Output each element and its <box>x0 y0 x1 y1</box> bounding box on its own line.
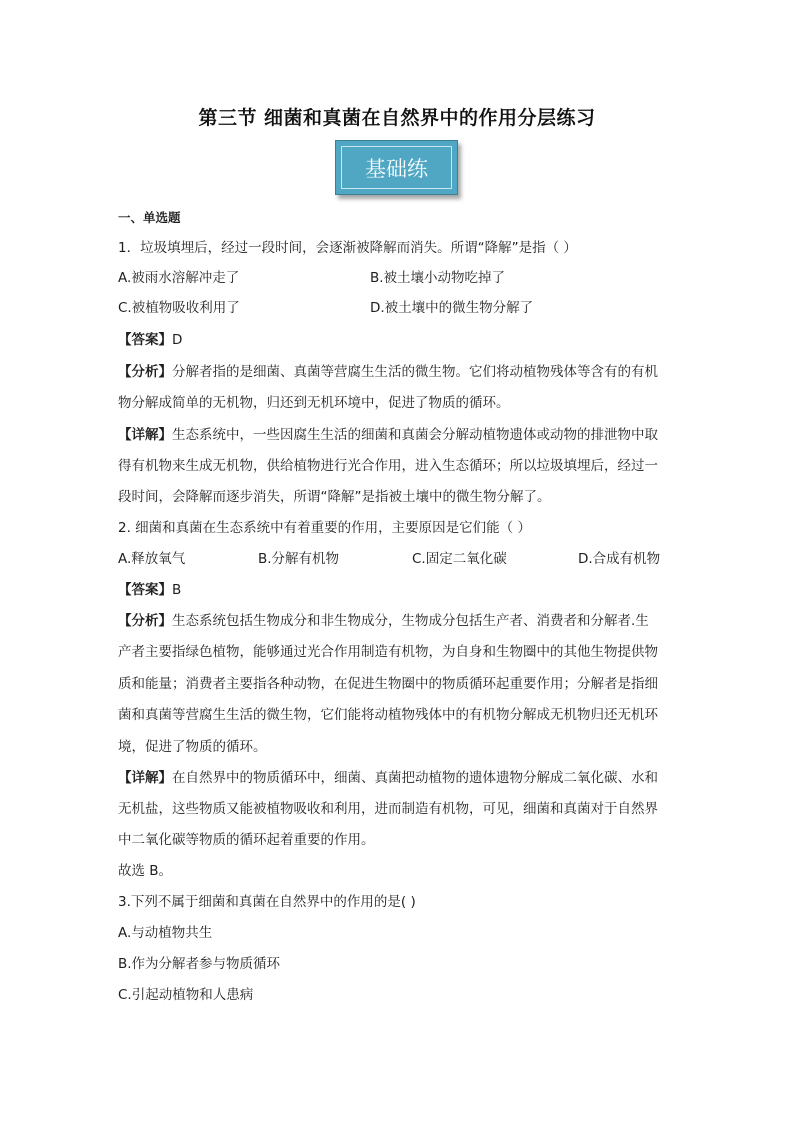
q2-detail-line-1 <box>118 768 658 788</box>
q3-option-b: B.作为分解者参与物质循环 <box>118 956 281 972</box>
q1-answer-value: D <box>172 332 183 348</box>
q1-option-d: D.被土壤中的微生物分解了 <box>370 300 534 316</box>
detail-tag: 【详解】 <box>118 770 172 786</box>
q2-detail-line-3: 中二氧化碳等物质的循环起着重要的作用。 <box>118 832 375 848</box>
q2-answer <box>118 580 181 600</box>
analysis-tag: 【分析】 <box>118 613 172 629</box>
q2-analysis-line-1 <box>118 611 649 631</box>
level-badge-label: 基础练 <box>341 146 452 189</box>
q1-detail-line-3: 段时间，会降解而逐步消失，所谓“降解”是指被土壤中的微生物分解了。 <box>118 489 551 505</box>
q3-stem: 3.下列不属于细菌和真菌在自然界中的作用的是( ) <box>118 894 416 910</box>
q2-stem: 2. 细菌和真菌在生态系统中有着重要的作用，主要原因是它们能（ ） <box>118 520 531 536</box>
q2-option-b: B.分解有机物 <box>258 551 340 567</box>
q1-analysis-line-1 <box>118 362 658 382</box>
q2-detail-line-2: 无机盐，这些物质又能被植物吸收和利用，进而制造有机物，可见，细菌和真菌对于自然界 <box>118 801 658 817</box>
q2-option-c: C.固定二氧化碳 <box>412 551 507 567</box>
q1-detail-line-2: 得有机物来生成无机物，供给植物进行光合作用，进入生态循环；所以垃圾填埋后，经过一 <box>118 458 658 474</box>
q2-option-a: A.释放氧气 <box>118 551 186 567</box>
q2-detail-text-1: 在自然界中的物质循环中，细菌、真菌把动植物的遗体遗物分解成二氧化碳、水和 <box>172 770 658 786</box>
q1-detail-line-1 <box>118 425 658 445</box>
q2-analysis-line-5: 境，促进了物质的循环。 <box>118 739 267 755</box>
q1-detail-text-1: 生态系统中，一些因腐生生活的细菌和真菌会分解动植物遗体或动物的排泄物中取 <box>172 427 658 443</box>
q2-analysis-line-3: 质和能量；消费者主要指各种动物，在促进生物圈中的物质循环起重要作用；分解者是指细 <box>118 676 658 692</box>
q1-stem: 1．垃圾填埋后，经过一段时间，会逐渐被降解而消失。所谓“降解”是指（ ） <box>118 240 577 256</box>
q2-analysis-line-2: 产者主要指绿色植物，能够通过光合作用制造有机物，为自身和生物圈中的其他生物提供物 <box>118 644 658 660</box>
analysis-tag: 【分析】 <box>118 364 172 380</box>
q2-option-d: D.合成有机物 <box>578 551 661 567</box>
q1-answer <box>118 330 182 350</box>
detail-tag: 【详解】 <box>118 427 172 443</box>
q2-conclusion: 故选 B。 <box>118 863 173 879</box>
q1-analysis-text-1: 分解者指的是细菌、真菌等营腐生生活的微生物。它们将动植物残体等含有的有机 <box>172 364 658 380</box>
answer-tag: 【答案】 <box>118 582 172 598</box>
q1-option-c: C.被植物吸收利用了 <box>118 300 240 316</box>
q1-analysis-line-2: 物分解成简单的无机物，归还到无机环境中，促进了物质的循环。 <box>118 395 510 411</box>
level-badge <box>335 140 458 195</box>
q1-option-b: B.被土壤小动物吃掉了 <box>370 270 506 286</box>
answer-tag: 【答案】 <box>118 332 172 348</box>
section-heading: 一、单选题 <box>118 210 181 225</box>
q2-answer-value: B <box>172 582 182 598</box>
page-title: 第三节 细菌和真菌在自然界中的作用分层练习 <box>198 107 596 129</box>
q3-option-a: A.与动植物共生 <box>118 925 213 941</box>
q2-analysis-text-1: 生态系统包括生物成分和非生物成分，生物成分包括生产者、消费者和分解者.生 <box>172 613 649 629</box>
q1-option-a: A.被雨水溶解冲走了 <box>118 270 240 286</box>
q3-option-c: C.引起动植物和人患病 <box>118 987 254 1003</box>
q2-analysis-line-4: 菌和真菌等营腐生生活的微生物，它们能将动植物残体中的有机物分解成无机物归还无机环 <box>118 707 658 723</box>
